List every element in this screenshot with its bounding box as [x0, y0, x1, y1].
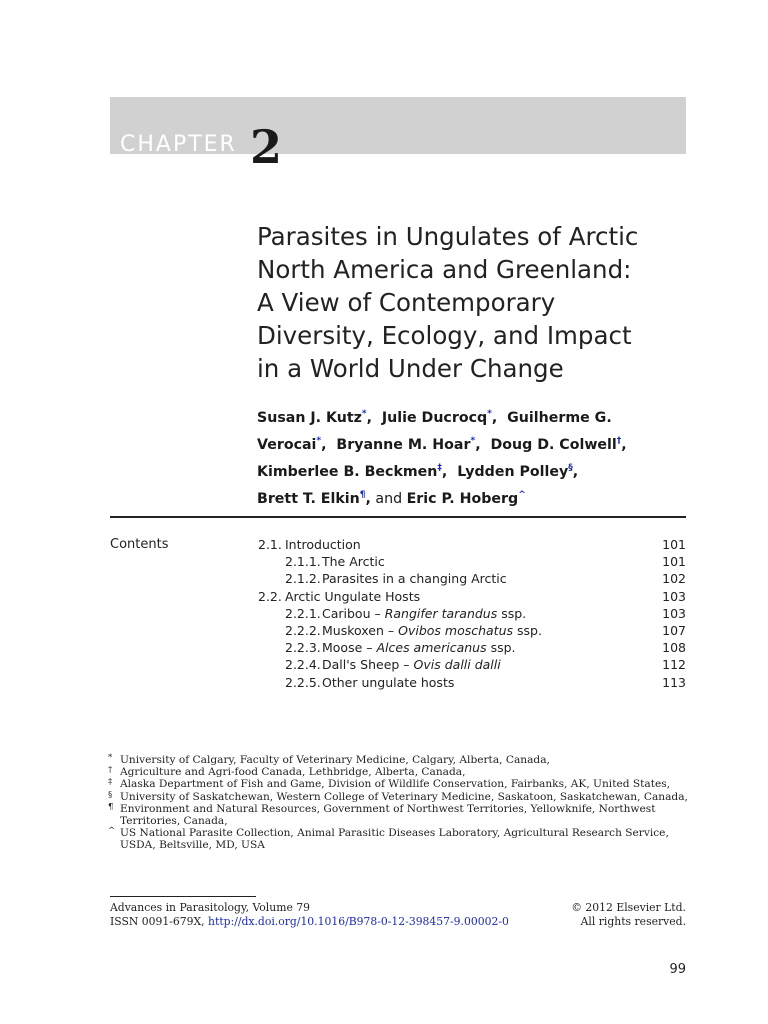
- chapter-label: CHAPTER: [120, 132, 237, 157]
- toc-page: 113: [662, 674, 686, 690]
- affiliation-text: University of Saskatchewan, Western College of Veterinary Medicine, Saskatoon, Saskatchewan, Canada,: [120, 790, 688, 803]
- toc-page: 112: [662, 657, 686, 673]
- toc-page: 102: [662, 571, 686, 587]
- affiliation: [108, 827, 698, 851]
- copyright: © 2012 Elsevier Ltd.: [571, 901, 686, 914]
- toc-title: Caribou – Rangifer tarandus ssp.: [322, 605, 527, 621]
- contents-label: Contents: [110, 537, 169, 552]
- table-of-contents: [258, 536, 686, 691]
- issn-doi-line: [110, 915, 509, 929]
- affiliation-marker: §: [108, 789, 113, 800]
- affiliation: [108, 754, 698, 766]
- chapter-title: [257, 220, 687, 385]
- toc-number: 2.2.1.: [285, 605, 321, 621]
- author-name: Brett T. Elkin: [257, 491, 360, 507]
- affiliation: [108, 803, 698, 827]
- affiliation-marker: ¶: [108, 801, 114, 812]
- toc-title: Moose – Alces americanus ssp.: [322, 640, 516, 656]
- title-line: in a World Under Change: [257, 354, 564, 383]
- toc-entry[interactable]: [258, 605, 686, 622]
- affiliation-marker: ^: [108, 826, 116, 837]
- affiliation: [108, 791, 698, 803]
- toc-page: 101: [662, 554, 686, 570]
- toc-title: Muskoxen – Ovibos moschatus ssp.: [322, 622, 542, 638]
- affiliation-mark[interactable]: §: [568, 463, 573, 473]
- title-line: Parasites in Ungulates of Arctic: [257, 222, 639, 251]
- footnote-divider: [110, 896, 256, 897]
- toc-number: 2.2.3.: [285, 640, 321, 656]
- author-line: Verocai*, Bryanne M. Hoar*, Doug D. Colwell†,: [257, 436, 627, 453]
- toc-entry[interactable]: [258, 536, 686, 553]
- affiliation-mark[interactable]: ^: [518, 490, 526, 500]
- toc-title: Other ungulate hosts: [322, 674, 455, 690]
- toc-number: 2.2.4.: [285, 657, 321, 673]
- author-line: Susan J. Kutz*, Julie Ducrocq*, Guilherme G.: [257, 409, 612, 426]
- affiliation-mark[interactable]: ‡: [437, 463, 442, 473]
- page-number: 99: [669, 962, 686, 977]
- author-name: Doug D. Colwell: [490, 437, 617, 453]
- author-name: Bryanne M. Hoar: [336, 437, 471, 453]
- author-name: Julie Ducrocq: [381, 410, 488, 426]
- toc-page: 103: [662, 588, 686, 604]
- title-line: North America and Greenland:: [257, 255, 632, 284]
- toc-page: 103: [662, 605, 686, 621]
- publication-left: [110, 901, 509, 928]
- affiliation: [108, 766, 698, 778]
- affiliation-text: Agriculture and Agri-food Canada, Lethbridge, Alberta, Canada,: [120, 766, 466, 779]
- author-name: Kimberlee B. Beckmen: [257, 464, 438, 480]
- affiliation-mark[interactable]: *: [487, 409, 492, 419]
- affiliation-text: Environment and Natural Resources, Government of Northwest Territories, Yellowknife, Northwest Territories, Canada,: [120, 802, 656, 828]
- toc-entry[interactable]: [258, 588, 686, 605]
- author-name: Eric P. Hoberg: [406, 491, 519, 507]
- series-title: Advances in Parasitology, Volume 79: [110, 901, 310, 914]
- toc-entry[interactable]: [258, 622, 686, 639]
- toc-page: 108: [662, 640, 686, 656]
- affiliation-marker: †: [108, 765, 113, 776]
- toc-number: 2.1.: [258, 537, 282, 552]
- author-name: Guilherme G.: [507, 410, 612, 426]
- author-name: Susan J. Kutz: [257, 410, 362, 426]
- rights-statement: All rights reserved.: [580, 914, 686, 928]
- toc-title: Parasites in a changing Arctic: [322, 571, 507, 587]
- affiliation: [108, 778, 698, 790]
- author-line: Brett T. Elkin¶, and Eric P. Hoberg^: [257, 490, 526, 507]
- author-list: [257, 403, 687, 511]
- author-name: Verocai: [257, 437, 317, 453]
- toc-entry[interactable]: [258, 570, 686, 587]
- affiliation-mark[interactable]: *: [316, 436, 322, 446]
- toc-number: 2.1.1.: [285, 554, 321, 570]
- chapter-number: 2: [250, 120, 283, 174]
- author-line: Kimberlee B. Beckmen‡, Lydden Polley§,: [257, 463, 579, 480]
- toc-title: Arctic Ungulate Hosts: [285, 588, 421, 604]
- affiliation-marker: *: [108, 753, 113, 763]
- toc-entry[interactable]: [258, 674, 686, 691]
- toc-title: Dall's Sheep – Ovis dalli dalli: [322, 657, 501, 673]
- toc-number: 2.2.5.: [285, 674, 321, 690]
- toc-page: 107: [662, 622, 686, 638]
- title-line: A View of Contemporary: [257, 288, 556, 317]
- affiliations-list: [108, 754, 698, 852]
- publication-right: [571, 901, 686, 928]
- affiliation-text: University of Calgary, Faculty of Veterinary Medicine, Calgary, Alberta, Canada,: [120, 754, 550, 766]
- toc-entry[interactable]: [258, 553, 686, 570]
- affiliation-text: US National Parasite Collection, Animal Parasitic Diseases Laboratory, Agricultural Research Service, USDA, Beltsville, MD, USA: [120, 827, 669, 852]
- toc-number: 2.2.2.: [285, 622, 321, 638]
- affiliation-mark[interactable]: ¶: [359, 490, 366, 500]
- affiliation-marker: ‡: [108, 777, 113, 788]
- issn: ISSN 0091-679X,: [110, 914, 205, 928]
- toc-entry[interactable]: [258, 639, 686, 656]
- doi-link[interactable]: http://dx.doi.org/10.1016/B978-0-12-398457-9.00002-0: [208, 914, 509, 928]
- toc-number: 2.2.: [258, 588, 282, 604]
- toc-page: 101: [662, 537, 686, 552]
- toc-title: The Arctic: [322, 554, 385, 570]
- affiliation-mark[interactable]: †: [616, 436, 622, 446]
- toc-entry[interactable]: [258, 656, 686, 673]
- title-line: Diversity, Ecology, and Impact: [257, 321, 632, 350]
- section-divider: [110, 516, 686, 518]
- author-conjunction: and: [375, 491, 403, 507]
- affiliation-mark[interactable]: *: [361, 409, 367, 419]
- toc-number: 2.1.2.: [285, 571, 321, 587]
- affiliation-mark[interactable]: *: [470, 436, 476, 446]
- affiliation-text: Alaska Department of Fish and Game, Division of Wildlife Conservation, Fairbanks, AK, United States,: [120, 778, 671, 791]
- toc-title: Introduction: [285, 537, 361, 552]
- author-name: Lydden Polley: [457, 464, 569, 480]
